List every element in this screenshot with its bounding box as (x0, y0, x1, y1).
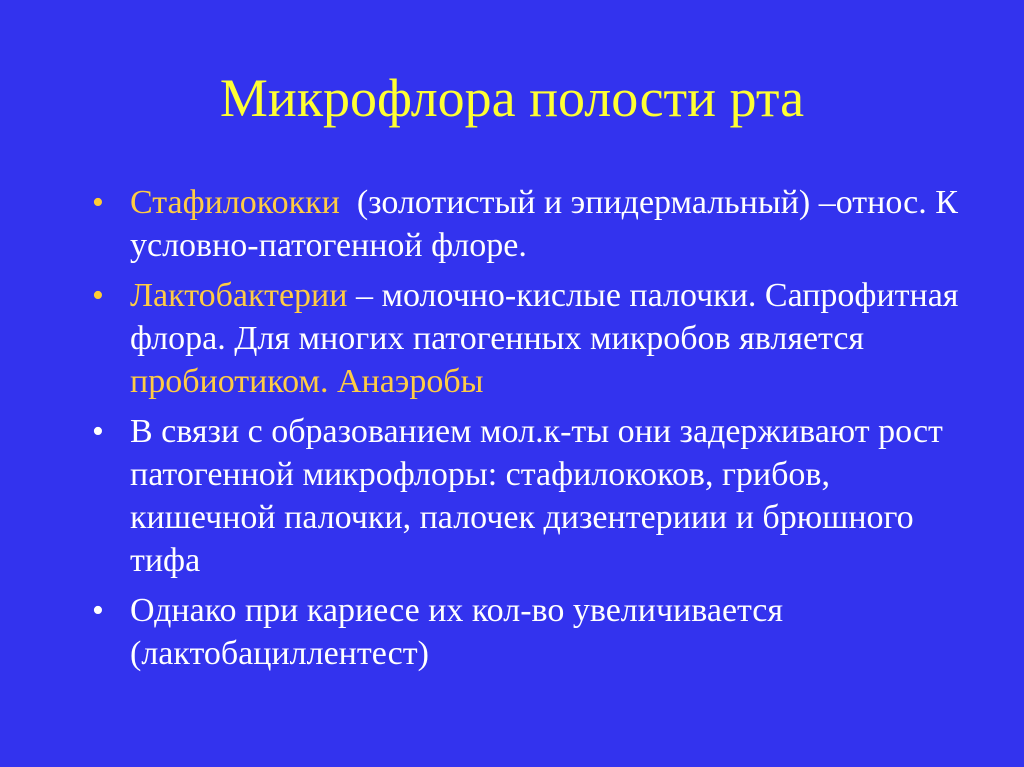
bullet-icon: • (92, 277, 104, 314)
bullet-item-lactobacteria (92, 274, 972, 403)
bullet-text: (золотистый и эпидермальный) –относ. К условно-патогенной флоре. (130, 184, 967, 264)
bullet-item-caries (92, 589, 972, 675)
bullet-text: В связи с образованием мол.к-ты они задерживают рост патогенной микрофлоры: стафилококов, грибов, кишечной палочки, палочек дизентериии и брюшного тифа (130, 413, 943, 579)
bullet-item-lactic-acid (92, 410, 972, 582)
slide-title: Микрофлора полости рта (219, 68, 805, 128)
bullet-icon: • (92, 184, 104, 221)
bullet-text: – молочно-кислые палочки. Сапрофитная флора. Для многих патогенных микробов является (130, 277, 959, 357)
highlight-term-probiotic: пробиотиком. Анаэробы (130, 363, 484, 400)
bullet-item-staphylococci (92, 181, 972, 267)
highlight-term: Лактобактерии (130, 277, 348, 314)
bullet-icon: • (92, 592, 104, 629)
bullet-list (92, 181, 972, 682)
bullet-icon: • (92, 413, 104, 450)
highlight-term: Стафилококки (130, 184, 340, 221)
bullet-text: Однако при кариесе их кол-во увеличивается (лактобациллентест) (130, 592, 784, 672)
